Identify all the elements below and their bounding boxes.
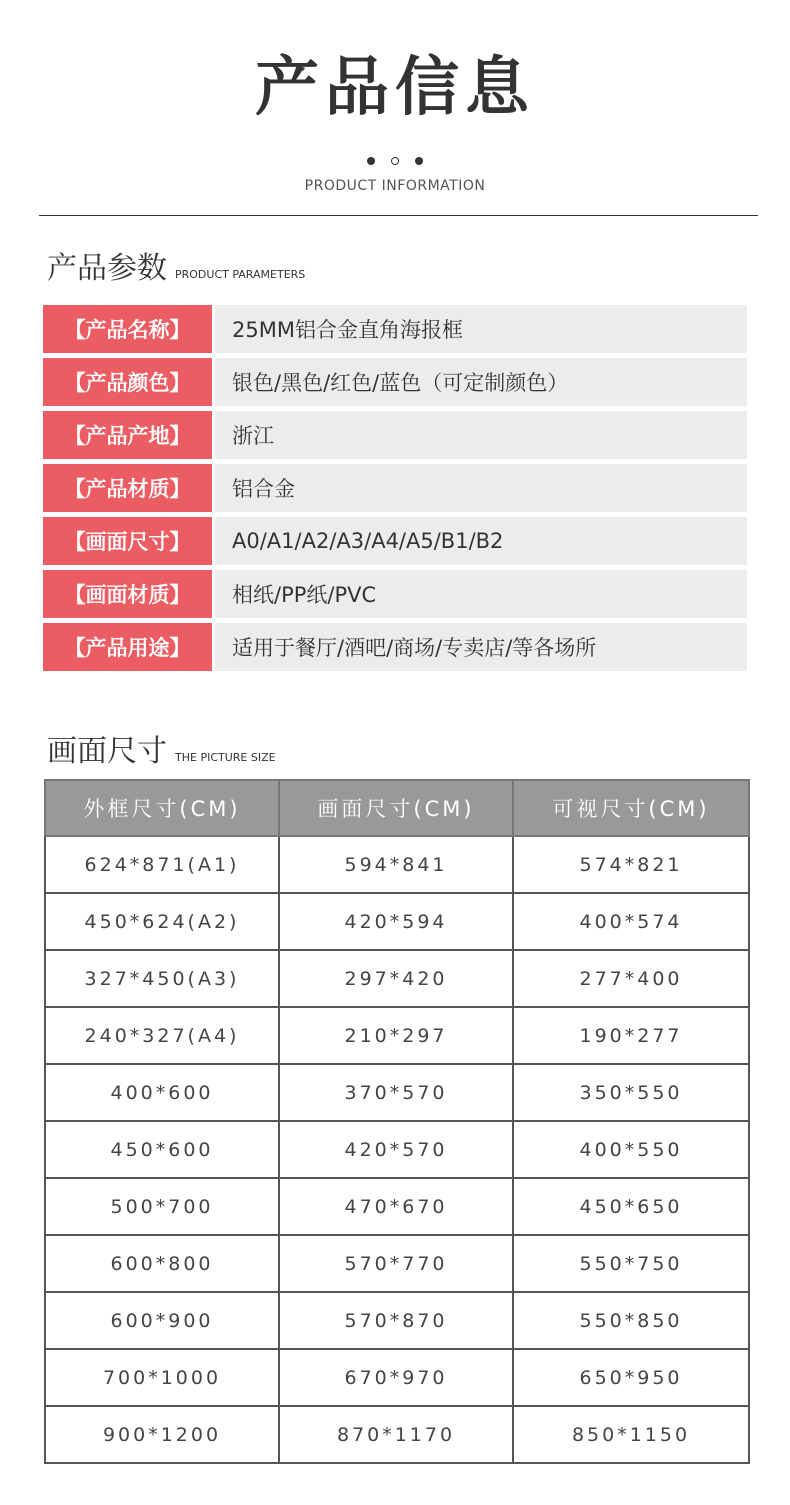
page-subtitle: PRODUCT INFORMATION (304, 178, 486, 194)
table-cell: 670*970 (279, 1349, 513, 1406)
param-value: A0/A1/A2/A3/A4/A5/B1/B2 (215, 517, 747, 565)
decorative-dots (0, 150, 790, 166)
param-value: 相纸/PP纸/PVC (215, 570, 747, 618)
table-cell: 570*870 (279, 1292, 513, 1349)
table-cell: 594*841 (279, 836, 513, 893)
table-cell: 420*570 (279, 1121, 513, 1178)
table-row (45, 893, 749, 950)
table-row (45, 1349, 749, 1406)
table-cell: 277*400 (513, 950, 749, 1007)
table-row (45, 1235, 749, 1292)
table-cell: 600*800 (45, 1235, 279, 1292)
param-row (43, 517, 747, 565)
table-row (45, 950, 749, 1007)
table-cell: 400*600 (45, 1064, 279, 1121)
table-cell: 550*850 (513, 1292, 749, 1349)
param-label: 【画面材质】 (43, 570, 212, 618)
table-cell: 550*750 (513, 1235, 749, 1292)
dot-icon (367, 157, 375, 165)
column-header: 可视尺寸(CM) (513, 780, 749, 836)
params-title-en: PRODUCT PARAMETERS (175, 268, 306, 281)
param-row (43, 570, 747, 618)
param-row (43, 305, 747, 353)
table-cell: 624*871(A1) (45, 836, 279, 893)
param-label: 【产品颜色】 (43, 358, 212, 406)
table-cell: 297*420 (279, 950, 513, 1007)
table-row (45, 1178, 749, 1235)
dot-outline-icon (391, 157, 399, 165)
table-cell: 570*770 (279, 1235, 513, 1292)
table-cell: 850*1150 (513, 1406, 749, 1463)
table-row (45, 1121, 749, 1178)
table-cell: 650*950 (513, 1349, 749, 1406)
table-cell: 420*594 (279, 893, 513, 950)
param-label: 【产品名称】 (43, 305, 212, 353)
param-value: 25MM铝合金直角海报框 (215, 305, 747, 353)
table-row (45, 1406, 749, 1463)
table-cell: 370*570 (279, 1064, 513, 1121)
dot-icon (415, 157, 423, 165)
param-value: 铝合金 (215, 464, 747, 512)
table-cell: 700*1000 (45, 1349, 279, 1406)
param-row (43, 623, 747, 671)
param-label: 【产品材质】 (43, 464, 212, 512)
params-list (43, 305, 747, 676)
table-row (45, 1064, 749, 1121)
size-title-en: THE PICTURE SIZE (175, 751, 276, 764)
param-value: 适用于餐厅/酒吧/商场/专卖店/等各场所 (215, 623, 747, 671)
param-row (43, 411, 747, 459)
param-row (43, 464, 747, 512)
table-cell: 450*600 (45, 1121, 279, 1178)
param-label: 【产品用途】 (43, 623, 212, 671)
size-table (44, 779, 750, 1464)
param-label: 【产品产地】 (43, 411, 212, 459)
table-cell: 470*670 (279, 1178, 513, 1235)
size-section-title (47, 726, 276, 770)
param-label: 【画面尺寸】 (43, 517, 212, 565)
table-cell: 900*1200 (45, 1406, 279, 1463)
size-title-cn: 画面尺寸 (47, 734, 167, 769)
header-divider (39, 215, 758, 216)
page-title: 产品信息 (255, 51, 535, 125)
table-cell: 450*650 (513, 1178, 749, 1235)
params-section-title (47, 243, 305, 287)
params-title-cn: 产品参数 (47, 251, 167, 286)
table-cell: 240*327(A4) (45, 1007, 279, 1064)
table-row (45, 1292, 749, 1349)
column-header: 画面尺寸(CM) (279, 780, 513, 836)
column-header: 外框尺寸(CM) (45, 780, 279, 836)
table-cell: 450*624(A2) (45, 893, 279, 950)
table-cell: 870*1170 (279, 1406, 513, 1463)
param-value: 浙江 (215, 411, 747, 459)
table-cell: 210*297 (279, 1007, 513, 1064)
table-row (45, 1007, 749, 1064)
param-value: 银色/黑色/红色/蓝色（可定制颜色） (215, 358, 747, 406)
table-cell: 600*900 (45, 1292, 279, 1349)
param-row (43, 358, 747, 406)
table-cell: 500*700 (45, 1178, 279, 1235)
table-cell: 190*277 (513, 1007, 749, 1064)
table-cell: 400*550 (513, 1121, 749, 1178)
table-cell: 574*821 (513, 836, 749, 893)
table-cell: 327*450(A3) (45, 950, 279, 1007)
table-row (45, 836, 749, 893)
table-cell: 400*574 (513, 893, 749, 950)
size-table-header (45, 780, 749, 836)
table-cell: 350*550 (513, 1064, 749, 1121)
